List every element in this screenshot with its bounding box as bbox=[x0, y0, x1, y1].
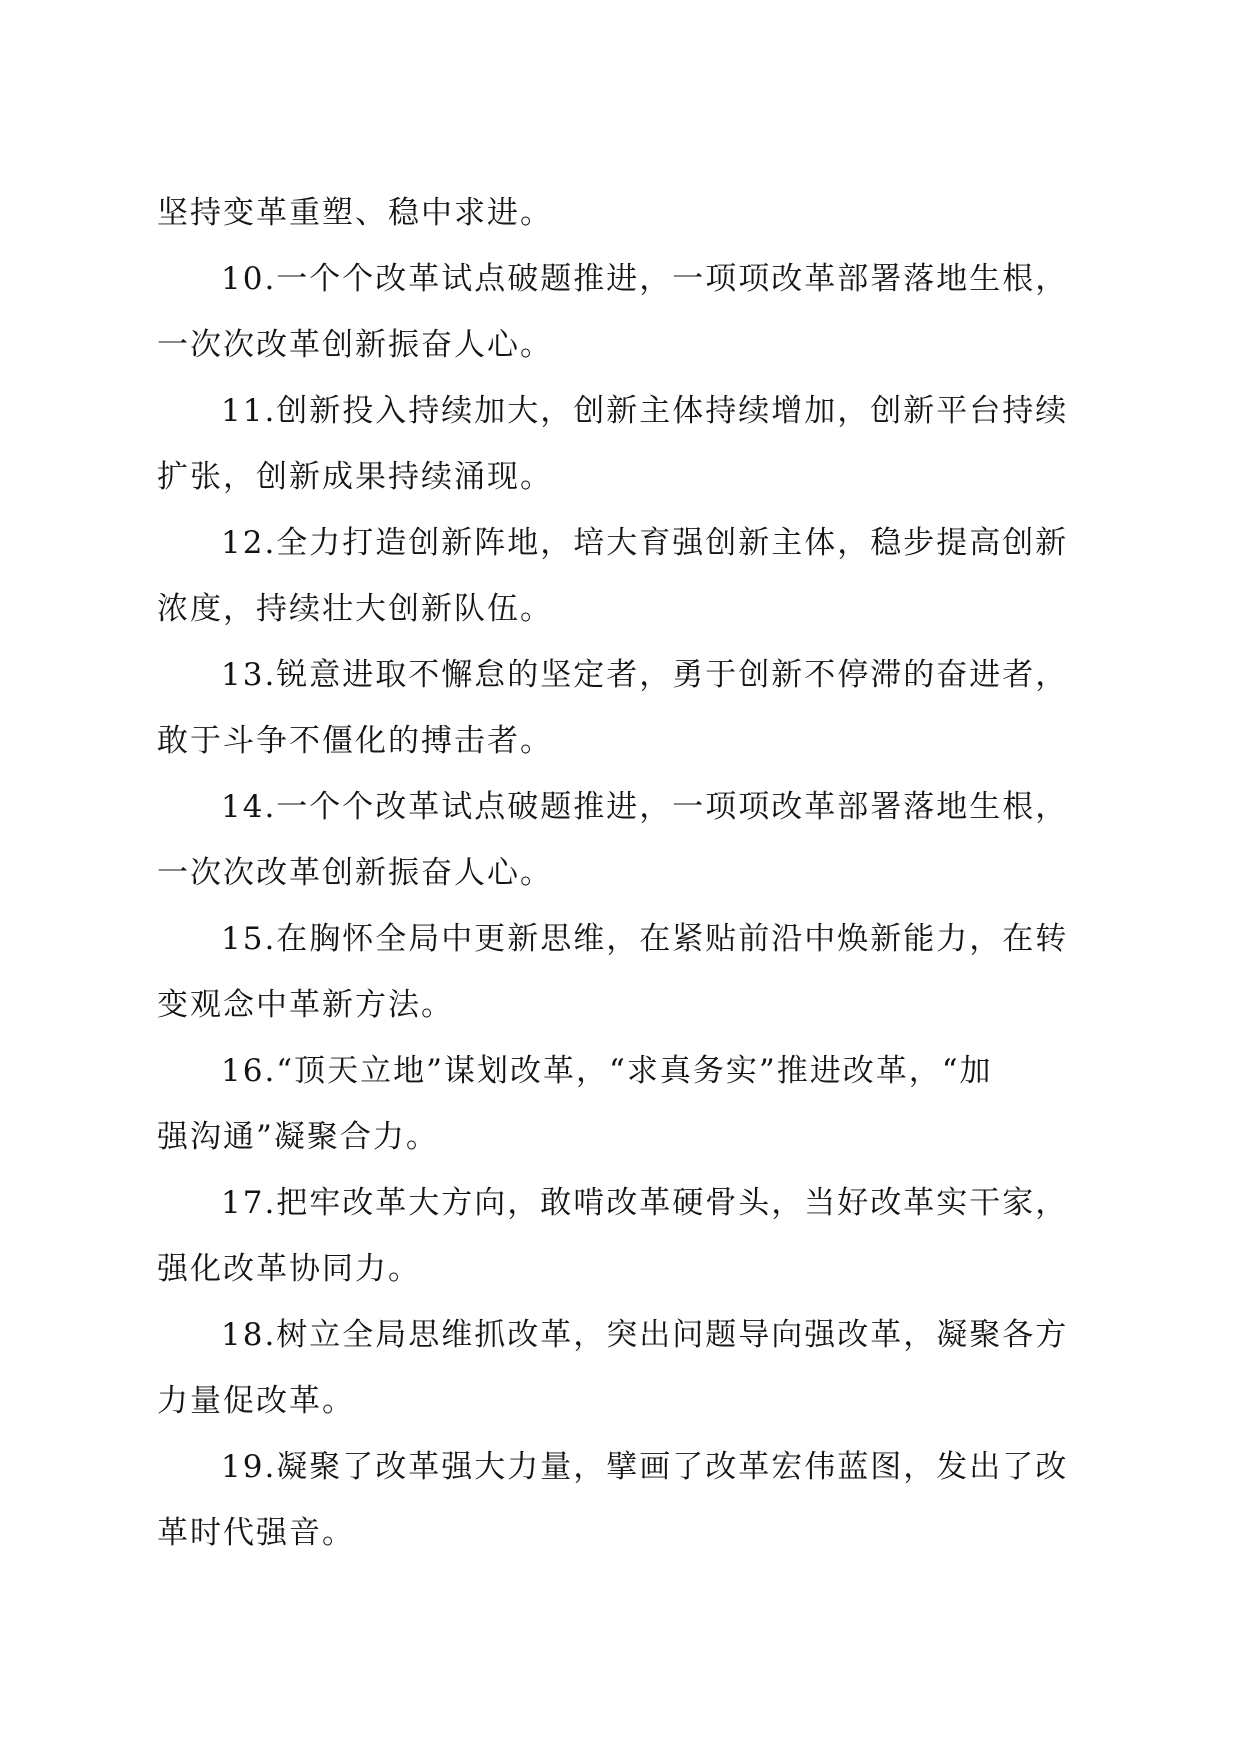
list-item bbox=[157, 642, 1077, 774]
item-text-line: 强沟通”凝聚合力。 bbox=[157, 1119, 439, 1155]
item-text-line: 力量促改革。 bbox=[157, 1383, 355, 1419]
item-text-line: 浓度，持续壮大创新队伍。 bbox=[157, 591, 553, 627]
continuation-line: 坚持变革重塑、稳中求进。 bbox=[157, 195, 553, 231]
item-text-line: 扩张，创新成果持续涌现。 bbox=[157, 459, 553, 495]
item-text-line: 一次次改革创新振奋人心。 bbox=[157, 327, 553, 363]
document-body bbox=[157, 180, 1077, 1566]
list-item bbox=[157, 906, 1077, 1038]
list-item bbox=[157, 378, 1077, 510]
list-item bbox=[157, 246, 1077, 378]
item-text-line: 强化改革协同力。 bbox=[157, 1251, 421, 1287]
item-text-line: 革时代强音。 bbox=[157, 1515, 355, 1551]
item-text-line: 17.把牢改革大方向，敢啃改革硬骨头，当好改革实干家， bbox=[221, 1185, 1069, 1221]
item-text-line: 11.创新投入持续加大，创新主体持续增加，创新平台持续 bbox=[221, 393, 1069, 429]
item-text-line: 10.一个个改革试点破题推进，一项项改革部署落地生根， bbox=[221, 261, 1069, 297]
list-item bbox=[157, 510, 1077, 642]
item-text-line: 敢于斗争不僵化的搏击者。 bbox=[157, 723, 553, 759]
list-item bbox=[157, 1038, 1077, 1170]
list-item bbox=[157, 1434, 1077, 1566]
item-text-line: 13.锐意进取不懈怠的坚定者，勇于创新不停滞的奋进者， bbox=[221, 657, 1069, 693]
list-item bbox=[157, 1170, 1077, 1302]
item-text-line: 12.全力打造创新阵地，培大育强创新主体，稳步提高创新 bbox=[221, 525, 1069, 561]
item-text-line: 19.凝聚了改革强大力量，擘画了改革宏伟蓝图，发出了改 bbox=[221, 1449, 1069, 1485]
list-item bbox=[157, 774, 1077, 906]
item-text-line: 一次次改革创新振奋人心。 bbox=[157, 855, 553, 891]
list-item bbox=[157, 1302, 1077, 1434]
item-text-line: 15.在胸怀全局中更新思维，在紧贴前沿中焕新能力，在转 bbox=[221, 921, 1069, 957]
item-text-line: 14.一个个改革试点破题推进，一项项改革部署落地生根， bbox=[221, 789, 1069, 825]
item-text-line: 18.树立全局思维抓改革，突出问题导向强改革，凝聚各方 bbox=[221, 1317, 1069, 1353]
item-text-line: 变观念中革新方法。 bbox=[157, 987, 454, 1023]
item-text-line: 16.“顶天立地”谋划改革，“求真务实”推进改革，“加 bbox=[221, 1053, 993, 1089]
